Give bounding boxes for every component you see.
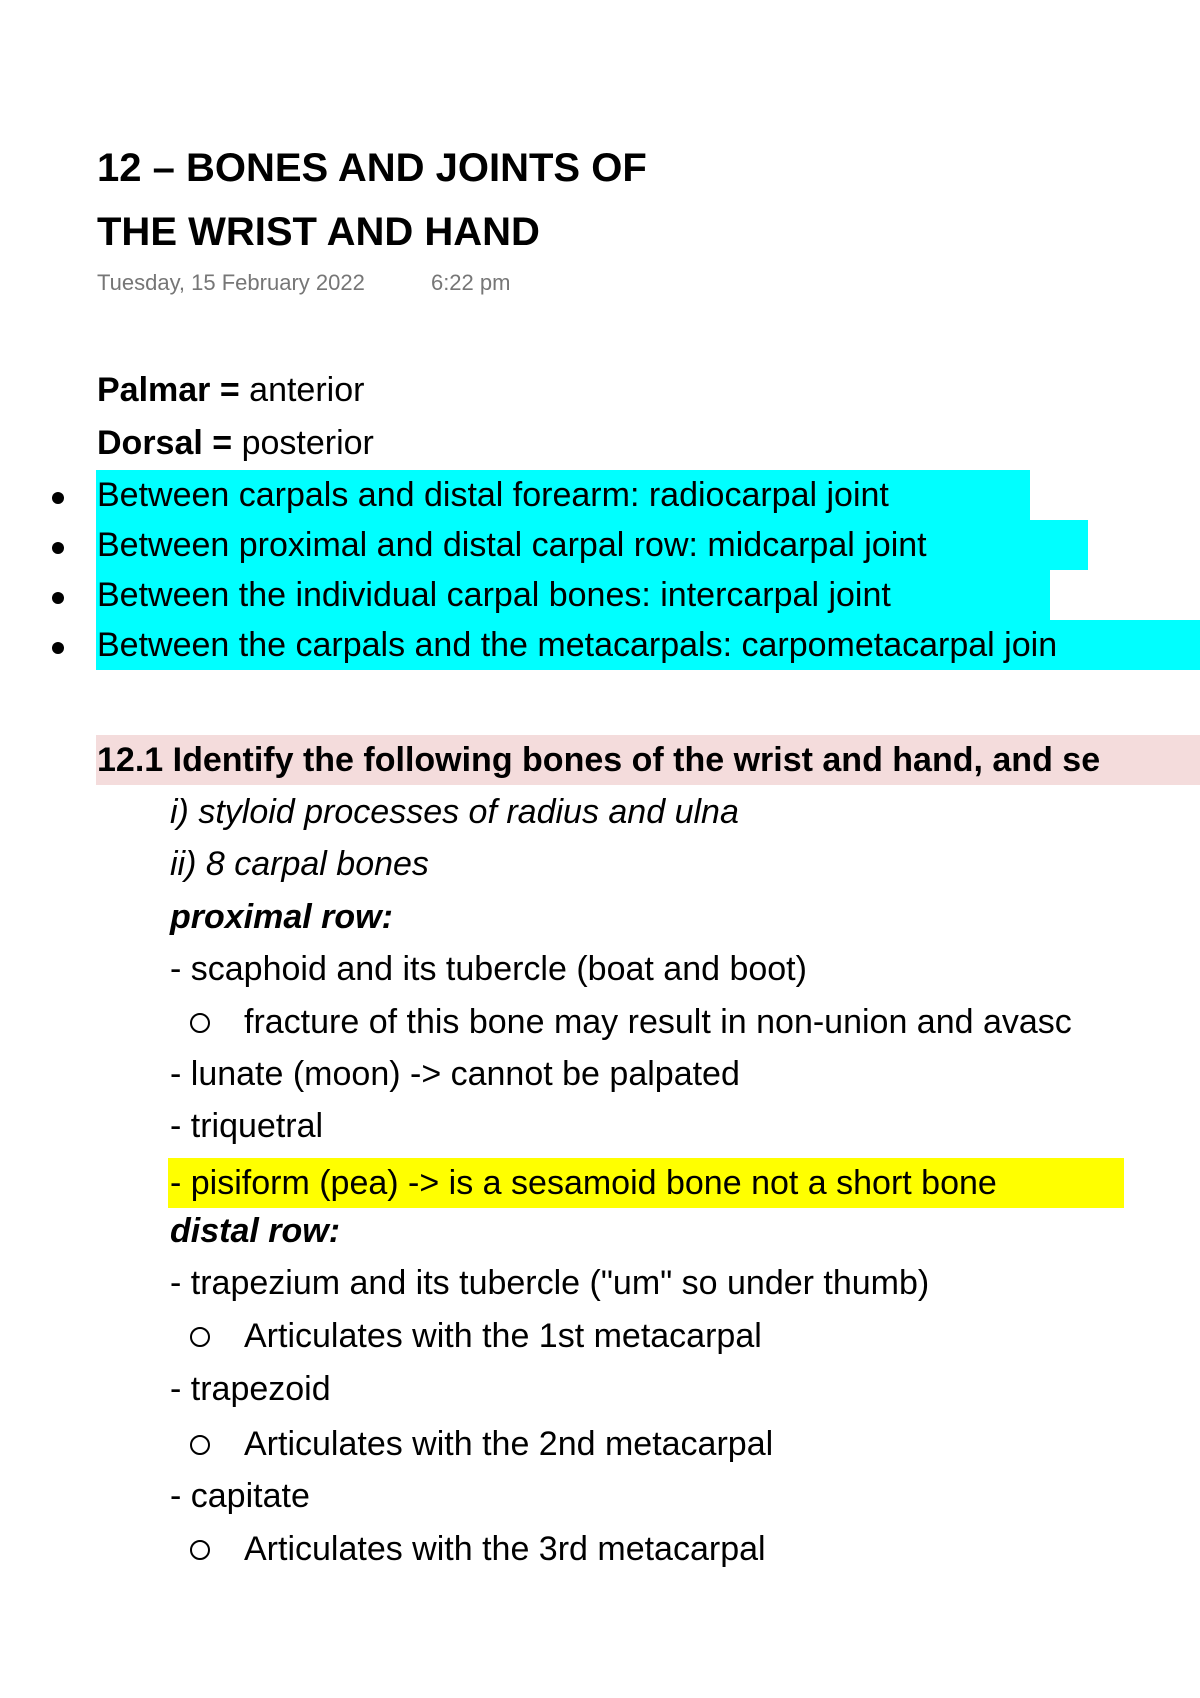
trapezium-note: Articulates with the 1st metacarpal (244, 1317, 762, 1355)
circle-bullet-icon (190, 1327, 210, 1347)
item-styloid: i) styloid processes of radius and ulna (170, 793, 739, 831)
definition-value: posterior (232, 424, 374, 462)
item-lunate: - lunate (moon) -> cannot be palpated (170, 1055, 740, 1093)
note-time: 6:22 pm (430, 270, 511, 295)
title-line-2: THE WRIST AND HAND (97, 210, 540, 254)
definition-dorsal (97, 422, 374, 464)
joint-item: Between proximal and distal carpal row: midcarpal joint (97, 526, 927, 564)
circle-bullet-icon (190, 1013, 210, 1033)
bullet-icon (52, 492, 64, 504)
page-title (97, 136, 647, 264)
scaphoid-note: fracture of this bone may result in non-union and avasc (244, 1003, 1072, 1041)
joint-item: Between carpals and distal forearm: radiocarpal joint (97, 476, 889, 514)
proximal-row-label: proximal row: (170, 898, 393, 936)
bullet-icon (52, 542, 64, 554)
item-trapezoid: - trapezoid (170, 1370, 331, 1408)
bullet-icon (52, 592, 64, 604)
item-carpal-bones: ii) 8 carpal bones (170, 845, 429, 883)
note-date: Tuesday, 15 February 2022 (97, 270, 365, 295)
joint-item: Between the individual carpal bones: intercarpal joint (97, 576, 891, 614)
item-capitate: - capitate (170, 1477, 310, 1515)
item-pisiform: - pisiform (pea) -> is a sesamoid bone not a short bone (170, 1164, 997, 1202)
definition-value: anterior (239, 371, 365, 409)
title-line-1: 12 – BONES AND JOINTS OF (97, 146, 647, 190)
distal-row-label: distal row: (170, 1212, 341, 1250)
bullet-icon (52, 642, 64, 654)
definition-term: Palmar = (97, 371, 240, 409)
capitate-note: Articulates with the 3rd metacarpal (244, 1530, 766, 1568)
trapezoid-note: Articulates with the 2nd metacarpal (244, 1425, 774, 1463)
definition-palmar (97, 369, 364, 411)
item-triquetral: - triquetral (170, 1107, 324, 1145)
item-trapezium: - trapezium and its tubercle ("um" so under thumb) (170, 1264, 930, 1302)
note-timestamp (97, 270, 510, 296)
section-heading: 12.1 Identify the following bones of the wrist and hand, and se (97, 741, 1101, 779)
definition-term: Dorsal = (97, 424, 233, 462)
circle-bullet-icon (190, 1435, 210, 1455)
joint-item: Between the carpals and the metacarpals: carpometacarpal join (97, 626, 1058, 664)
item-scaphoid: - scaphoid and its tubercle (boat and boot) (170, 950, 807, 988)
circle-bullet-icon (190, 1540, 210, 1560)
